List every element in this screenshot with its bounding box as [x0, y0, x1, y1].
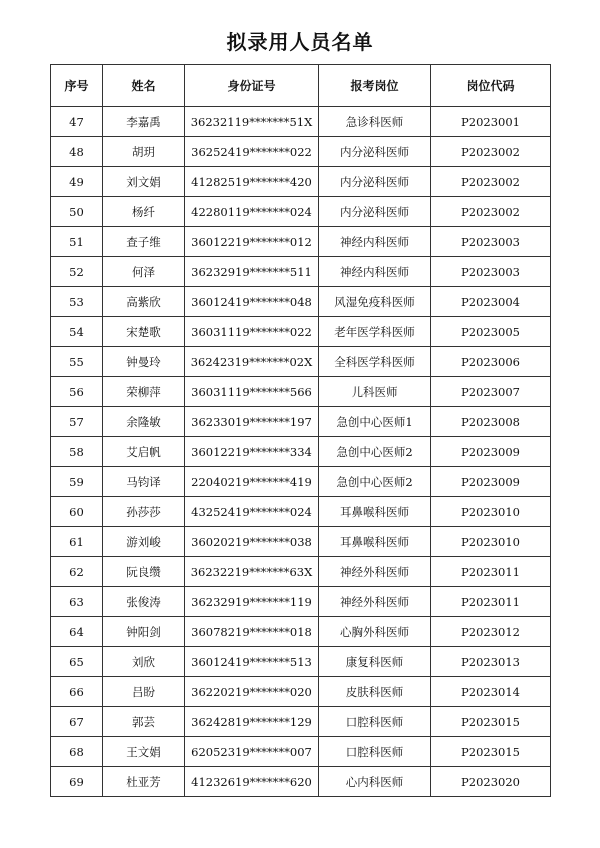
cell-position-code: P2023010 [431, 497, 551, 527]
cell-name: 宋楚歌 [103, 317, 185, 347]
cell-serial-number: 50 [51, 197, 103, 227]
cell-serial-number: 64 [51, 617, 103, 647]
cell-id-number: 36220219*******020 [185, 677, 319, 707]
header-serial-number: 序号 [51, 65, 103, 107]
cell-position: 急创中心医师2 [319, 467, 431, 497]
cell-serial-number: 52 [51, 257, 103, 287]
header-name: 姓名 [103, 65, 185, 107]
cell-serial-number: 49 [51, 167, 103, 197]
cell-position-code: P2023001 [431, 107, 551, 137]
cell-position-code: P2023009 [431, 437, 551, 467]
cell-serial-number: 63 [51, 587, 103, 617]
cell-name: 钟曼玲 [103, 347, 185, 377]
cell-position-code: P2023010 [431, 527, 551, 557]
page-title: 拟录用人员名单 [226, 30, 374, 54]
table-row [51, 257, 551, 287]
cell-id-number: 36078219*******018 [185, 617, 319, 647]
cell-position: 康复科医师 [319, 647, 431, 677]
table-row [51, 677, 551, 707]
cell-serial-number: 66 [51, 677, 103, 707]
cell-position-code: P2023002 [431, 197, 551, 227]
table-row [51, 617, 551, 647]
cell-name: 李嘉禹 [103, 107, 185, 137]
cell-position: 内分泌科医师 [319, 137, 431, 167]
cell-position: 内分泌科医师 [319, 197, 431, 227]
cell-id-number: 62052319*******007 [185, 737, 319, 767]
cell-name: 游刘峻 [103, 527, 185, 557]
cell-serial-number: 67 [51, 707, 103, 737]
cell-serial-number: 59 [51, 467, 103, 497]
cell-position-code: P2023008 [431, 407, 551, 437]
cell-position: 急诊科医师 [319, 107, 431, 137]
cell-serial-number: 51 [51, 227, 103, 257]
cell-position-code: P2023003 [431, 257, 551, 287]
cell-id-number: 36031119*******022 [185, 317, 319, 347]
cell-name: 王文娟 [103, 737, 185, 767]
table-row [51, 197, 551, 227]
table-row [51, 107, 551, 137]
cell-name: 艾启帆 [103, 437, 185, 467]
cell-id-number: 36232119*******51X [185, 107, 319, 137]
cell-position: 神经内科医师 [319, 227, 431, 257]
cell-name: 余隆敏 [103, 407, 185, 437]
cell-position: 心内科医师 [319, 767, 431, 797]
cell-position-code: P2023014 [431, 677, 551, 707]
table-row [51, 647, 551, 677]
cell-name: 孙莎莎 [103, 497, 185, 527]
cell-position-code: P2023003 [431, 227, 551, 257]
cell-position-code: P2023011 [431, 557, 551, 587]
cell-name: 阮良缵 [103, 557, 185, 587]
cell-position: 口腔科医师 [319, 707, 431, 737]
cell-serial-number: 58 [51, 437, 103, 467]
cell-serial-number: 53 [51, 287, 103, 317]
cell-id-number: 36031119*******566 [185, 377, 319, 407]
cell-position: 神经外科医师 [319, 557, 431, 587]
cell-serial-number: 56 [51, 377, 103, 407]
cell-name: 马钧译 [103, 467, 185, 497]
table-row [51, 737, 551, 767]
cell-name: 郭芸 [103, 707, 185, 737]
cell-id-number: 41282519*******420 [185, 167, 319, 197]
cell-position: 神经内科医师 [319, 257, 431, 287]
table-row [51, 167, 551, 197]
cell-serial-number: 62 [51, 557, 103, 587]
cell-serial-number: 57 [51, 407, 103, 437]
cell-serial-number: 69 [51, 767, 103, 797]
cell-id-number: 36012419*******513 [185, 647, 319, 677]
cell-position: 耳鼻喉科医师 [319, 497, 431, 527]
cell-position: 神经外科医师 [319, 587, 431, 617]
cell-position-code: P2023002 [431, 167, 551, 197]
cell-name: 查子维 [103, 227, 185, 257]
cell-position: 内分泌科医师 [319, 167, 431, 197]
cell-position-code: P2023020 [431, 767, 551, 797]
cell-serial-number: 48 [51, 137, 103, 167]
header-position-code: 岗位代码 [431, 65, 551, 107]
cell-serial-number: 47 [51, 107, 103, 137]
cell-position-code: P2023002 [431, 137, 551, 167]
cell-position: 老年医学科医师 [319, 317, 431, 347]
cell-position-code: P2023004 [431, 287, 551, 317]
cell-id-number: 36012219*******334 [185, 437, 319, 467]
cell-position-code: P2023007 [431, 377, 551, 407]
cell-position: 耳鼻喉科医师 [319, 527, 431, 557]
table-row [51, 227, 551, 257]
cell-position: 儿科医师 [319, 377, 431, 407]
header-id-number: 身份证号 [185, 65, 319, 107]
cell-name: 刘文娟 [103, 167, 185, 197]
cell-id-number: 41232619*******620 [185, 767, 319, 797]
cell-position: 口腔科医师 [319, 737, 431, 767]
table-row [51, 437, 551, 467]
cell-id-number: 36020219*******038 [185, 527, 319, 557]
table-row [51, 557, 551, 587]
cell-position-code: P2023011 [431, 587, 551, 617]
cell-position-code: P2023012 [431, 617, 551, 647]
cell-position-code: P2023013 [431, 647, 551, 677]
cell-name: 吕盼 [103, 677, 185, 707]
table-row [51, 707, 551, 737]
cell-id-number: 36242819*******129 [185, 707, 319, 737]
cell-id-number: 36012219*******012 [185, 227, 319, 257]
table-row [51, 767, 551, 797]
cell-position-code: P2023009 [431, 467, 551, 497]
header-position: 报考岗位 [319, 65, 431, 107]
table-row [51, 287, 551, 317]
table-row [51, 347, 551, 377]
cell-position-code: P2023015 [431, 737, 551, 767]
table-row [51, 527, 551, 557]
cell-id-number: 36242319*******02X [185, 347, 319, 377]
candidate-table [50, 64, 551, 797]
cell-id-number: 36232919*******511 [185, 257, 319, 287]
table-row [51, 587, 551, 617]
cell-id-number: 43252419*******024 [185, 497, 319, 527]
table-body [51, 107, 551, 797]
cell-id-number: 22040219*******419 [185, 467, 319, 497]
cell-serial-number: 61 [51, 527, 103, 557]
cell-position-code: P2023005 [431, 317, 551, 347]
cell-name: 钟阳剑 [103, 617, 185, 647]
cell-id-number: 36233019*******197 [185, 407, 319, 437]
table-row [51, 407, 551, 437]
table-row [51, 137, 551, 167]
cell-name: 杨纤 [103, 197, 185, 227]
cell-name: 刘欣 [103, 647, 185, 677]
cell-id-number: 42280119*******024 [185, 197, 319, 227]
cell-position: 风湿免疫科医师 [319, 287, 431, 317]
cell-position: 急创中心医师1 [319, 407, 431, 437]
table-row [51, 317, 551, 347]
cell-name: 张俊涛 [103, 587, 185, 617]
cell-serial-number: 54 [51, 317, 103, 347]
cell-serial-number: 65 [51, 647, 103, 677]
table-row [51, 497, 551, 527]
cell-name: 高紫欣 [103, 287, 185, 317]
table-row [51, 377, 551, 407]
cell-serial-number: 55 [51, 347, 103, 377]
cell-id-number: 36012419*******048 [185, 287, 319, 317]
cell-name: 何泽 [103, 257, 185, 287]
cell-position-code: P2023006 [431, 347, 551, 377]
cell-position-code: P2023015 [431, 707, 551, 737]
cell-id-number: 36232219*******63X [185, 557, 319, 587]
cell-position: 急创中心医师2 [319, 437, 431, 467]
cell-position: 皮肤科医师 [319, 677, 431, 707]
cell-name: 荣柳萍 [103, 377, 185, 407]
table-header-row [51, 65, 551, 107]
cell-name: 杜亚芳 [103, 767, 185, 797]
cell-position: 心胸外科医师 [319, 617, 431, 647]
cell-name: 胡玥 [103, 137, 185, 167]
cell-serial-number: 68 [51, 737, 103, 767]
table-row [51, 467, 551, 497]
cell-serial-number: 60 [51, 497, 103, 527]
cell-id-number: 36232919*******119 [185, 587, 319, 617]
cell-id-number: 36252419*******022 [185, 137, 319, 167]
cell-position: 全科医学科医师 [319, 347, 431, 377]
